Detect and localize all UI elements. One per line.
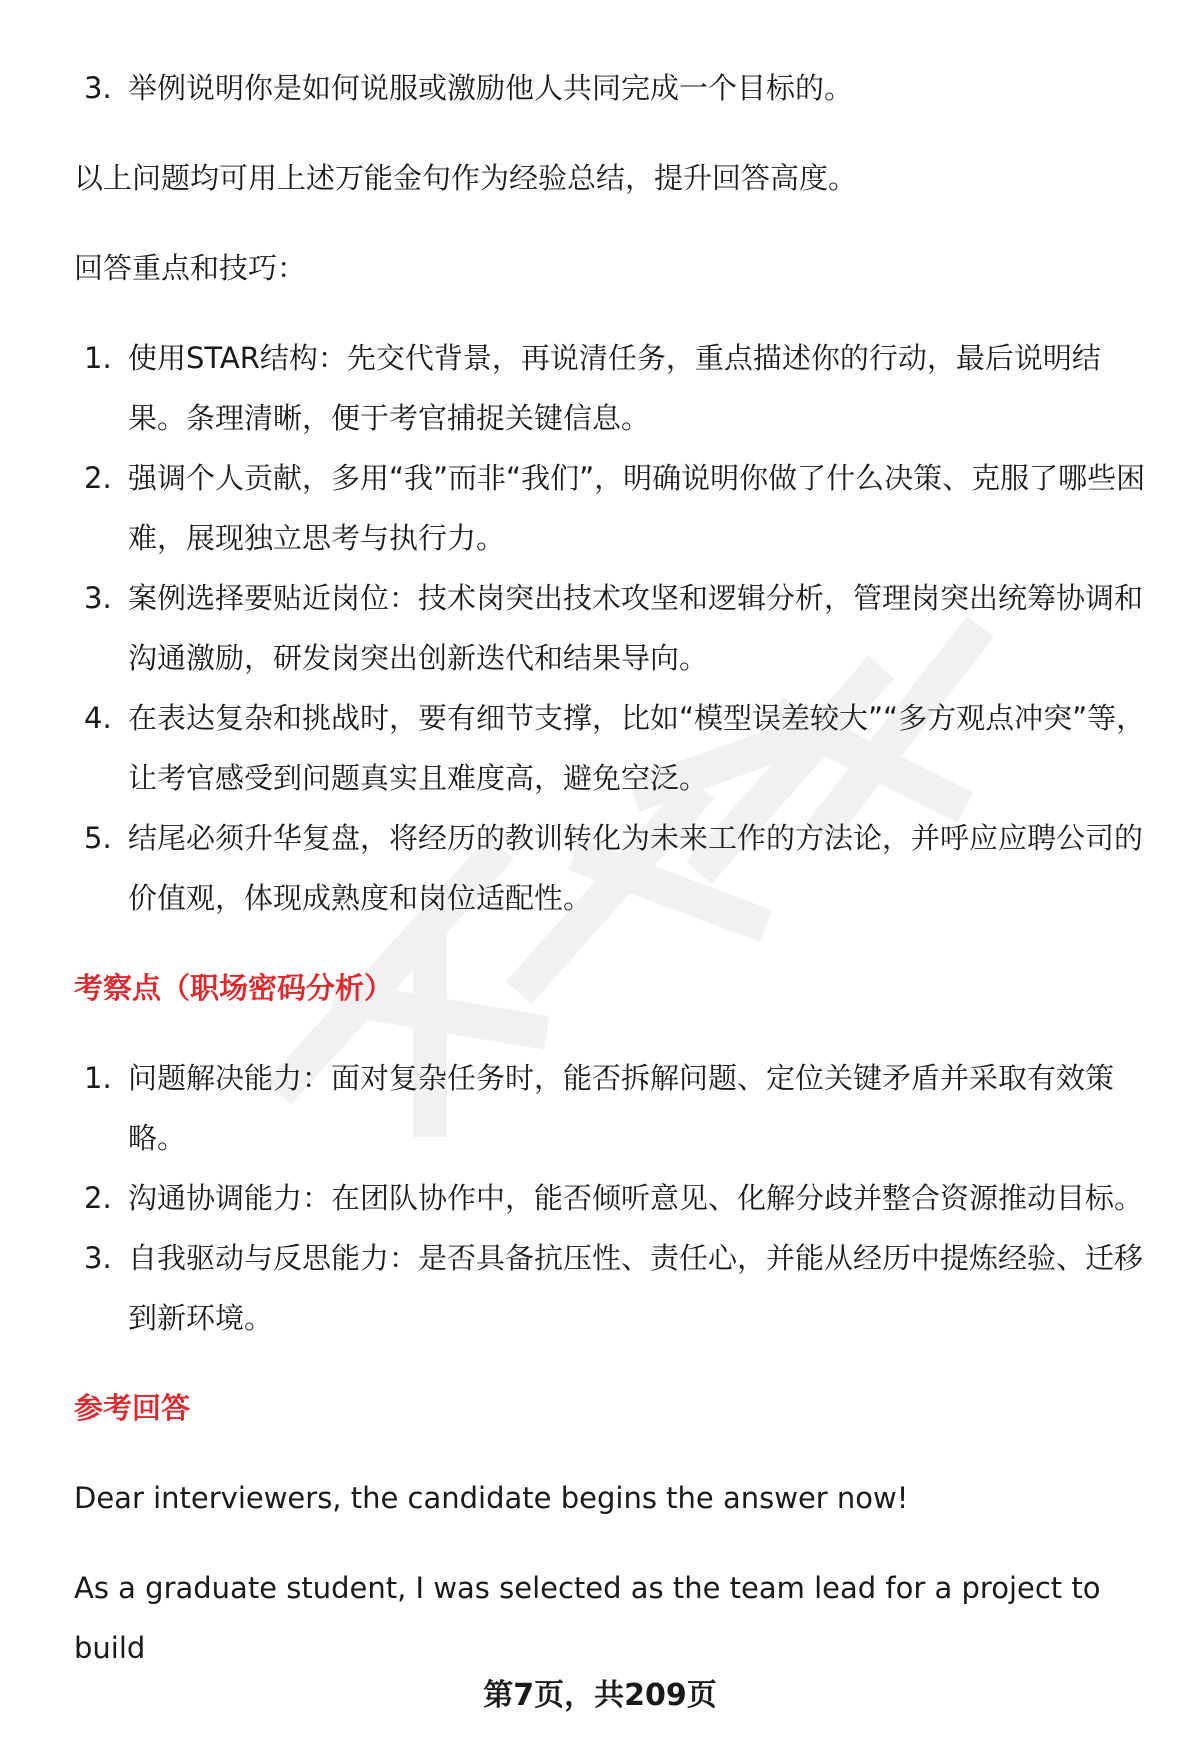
list-item bbox=[74, 448, 1154, 568]
list-item bbox=[74, 688, 1154, 808]
list-number: 5. bbox=[84, 821, 112, 855]
section-heading-answer: 参考回答 bbox=[74, 1391, 191, 1425]
list-item bbox=[74, 1228, 1154, 1348]
list-number: 2. bbox=[84, 1181, 112, 1215]
list-number: 1. bbox=[84, 1061, 112, 1095]
list-text: 案例选择要贴近岗位：技术岗突出技术攻坚和逻辑分析，管理岗突出统筹协调和沟通激励，研发岗突出创新迭代和结果导向。 bbox=[128, 581, 1144, 675]
list-number: 3. bbox=[84, 1241, 112, 1275]
list-item bbox=[74, 58, 1154, 118]
list-number: 4. bbox=[84, 701, 112, 735]
answer-paragraph: Dear interviewers, the candidate begins the answer now! bbox=[74, 1481, 909, 1515]
list-number: 3. bbox=[84, 71, 112, 105]
summary-paragraph: 以上问题均可用上述万能金句作为经验总结，提升回答高度。 bbox=[74, 161, 858, 195]
list-text: 使用STAR结构：先交代背景，再说清任务，重点描述你的行动，最后说明结果。条理清晰，便于考官捕捉关键信息。 bbox=[128, 341, 1101, 435]
tips-heading: 回答重点和技巧： bbox=[74, 251, 307, 285]
points-list bbox=[74, 1048, 1154, 1348]
list-item bbox=[74, 568, 1154, 688]
tips-list bbox=[74, 328, 1154, 928]
list-text: 自我驱动与反思能力：是否具备抗压性、责任心，并能从经历中提炼经验、迁移到新环境。 bbox=[128, 1241, 1144, 1335]
list-text: 强调个人贡献，多用“我”而非“我们”，明确说明你做了什么决策、克服了哪些困难，展现独立思考与执行力。 bbox=[128, 461, 1146, 555]
list-number: 1. bbox=[84, 341, 112, 375]
intro-list bbox=[74, 58, 1154, 118]
list-text: 在表达复杂和挑战时，要有细节支撑，比如“模型误差较大”“多方观点冲突”等，让考官感受到问题真实且难度高，避免空泛。 bbox=[128, 701, 1146, 795]
list-text: 举例说明你是如何说服或激励他人共同完成一个目标的。 bbox=[128, 71, 854, 105]
document-body bbox=[74, 58, 1154, 1678]
list-text: 结尾必须升华复盘，将经历的教训转化为未来工作的方法论，并呼应应聘公司的价值观，体现成熟度和岗位适配性。 bbox=[128, 821, 1144, 915]
list-item bbox=[74, 1048, 1154, 1168]
section-heading-points: 考察点（职场密码分析） bbox=[74, 971, 394, 1005]
list-item bbox=[74, 808, 1154, 928]
list-item bbox=[74, 328, 1154, 448]
page-footer: 第7页，共209页 bbox=[483, 1678, 717, 1713]
list-item bbox=[74, 1168, 1154, 1228]
list-text: 问题解决能力：面对复杂任务时，能否拆解问题、定位关键矛盾并采取有效策略。 bbox=[128, 1061, 1115, 1155]
answer-paragraph: As a graduate student, I was selected as the team lead for a project to build bbox=[74, 1571, 1101, 1665]
list-number: 2. bbox=[84, 461, 112, 495]
list-number: 3. bbox=[84, 581, 112, 615]
list-text: 沟通协调能力：在团队协作中，能否倾听意见、化解分歧并整合资源推动目标。 bbox=[128, 1181, 1144, 1215]
